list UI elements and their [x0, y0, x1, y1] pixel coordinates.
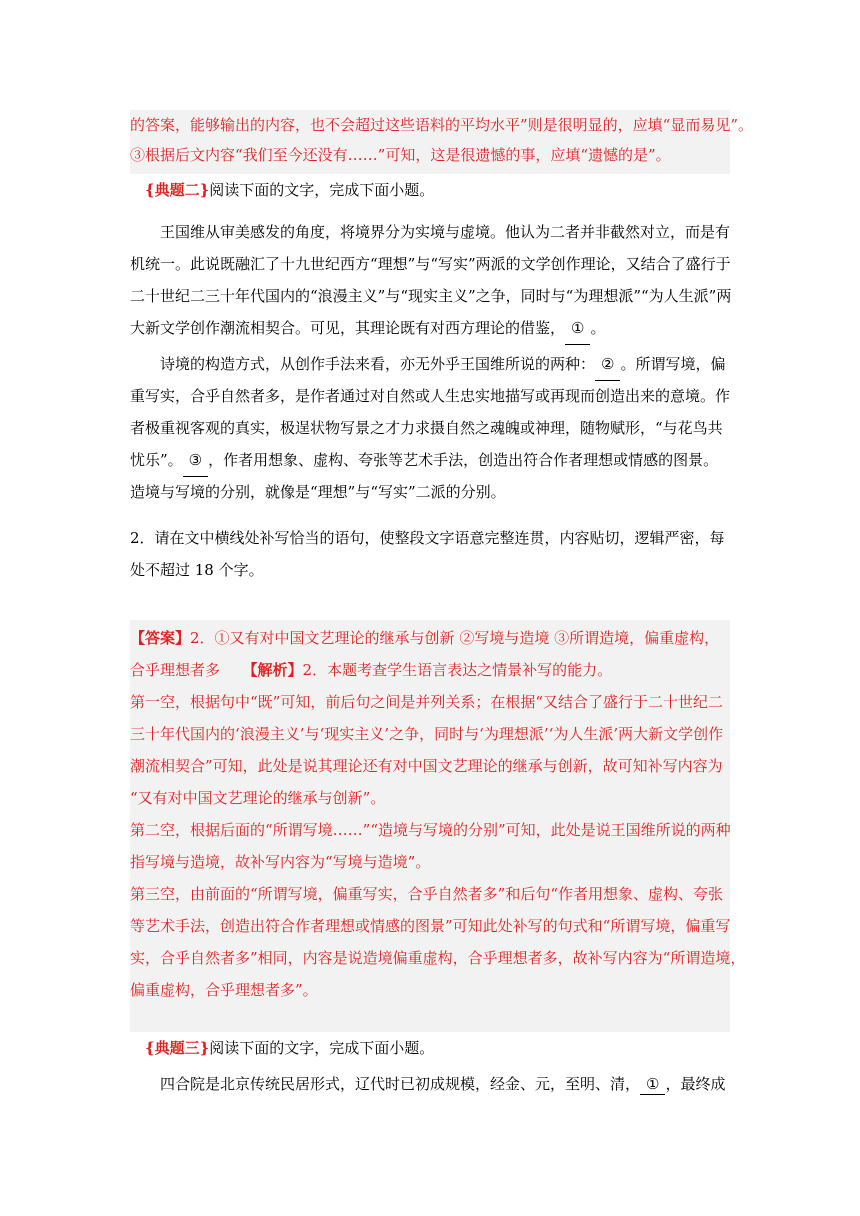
analysis-line: 实，合乎自然者多”相同，内容是说造境偏重虚构，合乎理想者多，故补写内容为“所谓造境， [130, 949, 746, 967]
example-tag: {典题二} [145, 181, 210, 199]
question-line: 处不超过 18 个字。 [130, 561, 264, 579]
analysis-line: 第一空，根据句中“既”可知，前后句之间是并列关系；在根据“又结合了盛行于二十世纪二 [130, 693, 724, 711]
analysis-line: 第二空，根据后面的“所谓写境……”“造境与写境的分别”可知，此处是说王国维所说的两种 [130, 821, 731, 839]
analysis-tag: 【解析】 [250, 661, 303, 679]
analysis-line: 指写境与造境，故补写内容为“写境与造境”。 [130, 853, 431, 871]
example-prompt: 阅读下面的文字，完成下面小题。 [209, 1039, 435, 1057]
blank-3: ③ [183, 444, 208, 477]
blank-2: ② [595, 348, 620, 381]
previous-answer-block [130, 110, 754, 174]
answer-block [130, 620, 746, 1032]
passage-line: 大新文学创作潮流相契合。可见，其理论既有对西方理论的借鉴， ① 。 [130, 312, 730, 344]
analysis-line: 等艺术手法，创造出符合作者理想或情感的图景”可知此处补写的句式和“所谓写境，偏重写 [130, 917, 731, 935]
passage-line: 四合院是北京传统民居形式，辽代时已初成规模，经金、元，至明、清， ① ，最终成 [160, 1075, 726, 1093]
passage-line: 忧乐”。 ③ ，作者用想象、虚构、夸张等艺术手法，创造出符合作者理想或情感的图景。 [130, 444, 730, 476]
passage-line: 王国维从审美感发的角度，将境界分为实境与虚境。他认为二者并非截然对立，而是有 [160, 223, 731, 241]
example-heading [145, 1038, 434, 1058]
passage-line: 机统一。此说既融汇了十九世纪西方“理想”与“写实”两派的文学创作理论，又结合了盛行于 [130, 255, 731, 273]
example-prompt: 阅读下面的文字，完成下面小题。 [209, 181, 435, 199]
passage-line: 重写实，合乎自然者多，是作者通过对自然或人生忠实地描写或再现而创造出来的意境。作 [130, 387, 731, 405]
blank-1: ① [640, 1074, 665, 1095]
question [130, 522, 730, 586]
answer-text-line: 的答案，能够输出的内容，也不会超过这些语料的平均水平”则是很明显的，应填“显而易见”。 [130, 116, 754, 134]
passage-paragraph [130, 216, 730, 344]
analysis-line: 偏重虚构，合乎理想者多”。 [130, 981, 318, 999]
passage-paragraph [130, 348, 730, 508]
example-tag: {典题三} [145, 1039, 210, 1057]
analysis-line: 第三空，由前面的“所谓写境，偏重写实，合乎自然者多”和后句“作者用想象、虚构、夸张 [130, 885, 724, 903]
passage-line: 造境与写境的分别，就像是“理想”与“写实”二派的分别。 [130, 483, 506, 501]
blank-1: ① [565, 312, 590, 345]
answer-text-line: ③根据后文内容“我们至今还没有……”可知，这是很遗憾的事，应填“遗憾的是”。 [130, 146, 671, 164]
answer-line: 合乎理想者多 【解析】2．本题考查学生语言表达之情景补写的能力。 [130, 661, 613, 679]
answer-line: 【答案】2．①又有对中国文艺理论的继承与创新 ②写境与造境 ③所谓造境，偏重虚构， [130, 629, 720, 647]
passage-line: 诗境的构造方式，从创作手法来看，亦无外乎王国维所说的两种： ② 。所谓写境，偏 [130, 348, 730, 380]
analysis-line: 潮流相契合”可知，此处是说其理论还有对中国文艺理论的继承与创新，故可知补写内容为 [130, 757, 723, 775]
question-line: 2．请在文中横线处补写恰当的语句，使整段文字语意完整连贯，内容贴切，逻辑严密，每 [130, 529, 725, 547]
passage-line: 者极重视客观的真实，极逞状物写景之才力求摄自然之魂魄或神理，随物赋形，“与花鸟共 [130, 419, 723, 437]
answer-tag: 【答案】 [130, 629, 191, 647]
analysis-line: 三十年代国内的‘浪漫主义’与‘现实主义’之争，同时与‘为理想派’‘为人生派’两大新文学创作 [130, 725, 724, 743]
example-heading [145, 180, 434, 200]
analysis-line: “又有对中国文艺理论的继承与创新”。 [130, 789, 386, 807]
passage-line: 二十世纪二三十年代国内的“浪漫主义”与“现实主义”之争，同时与“为理想派”“为人生派”两 [130, 287, 732, 305]
